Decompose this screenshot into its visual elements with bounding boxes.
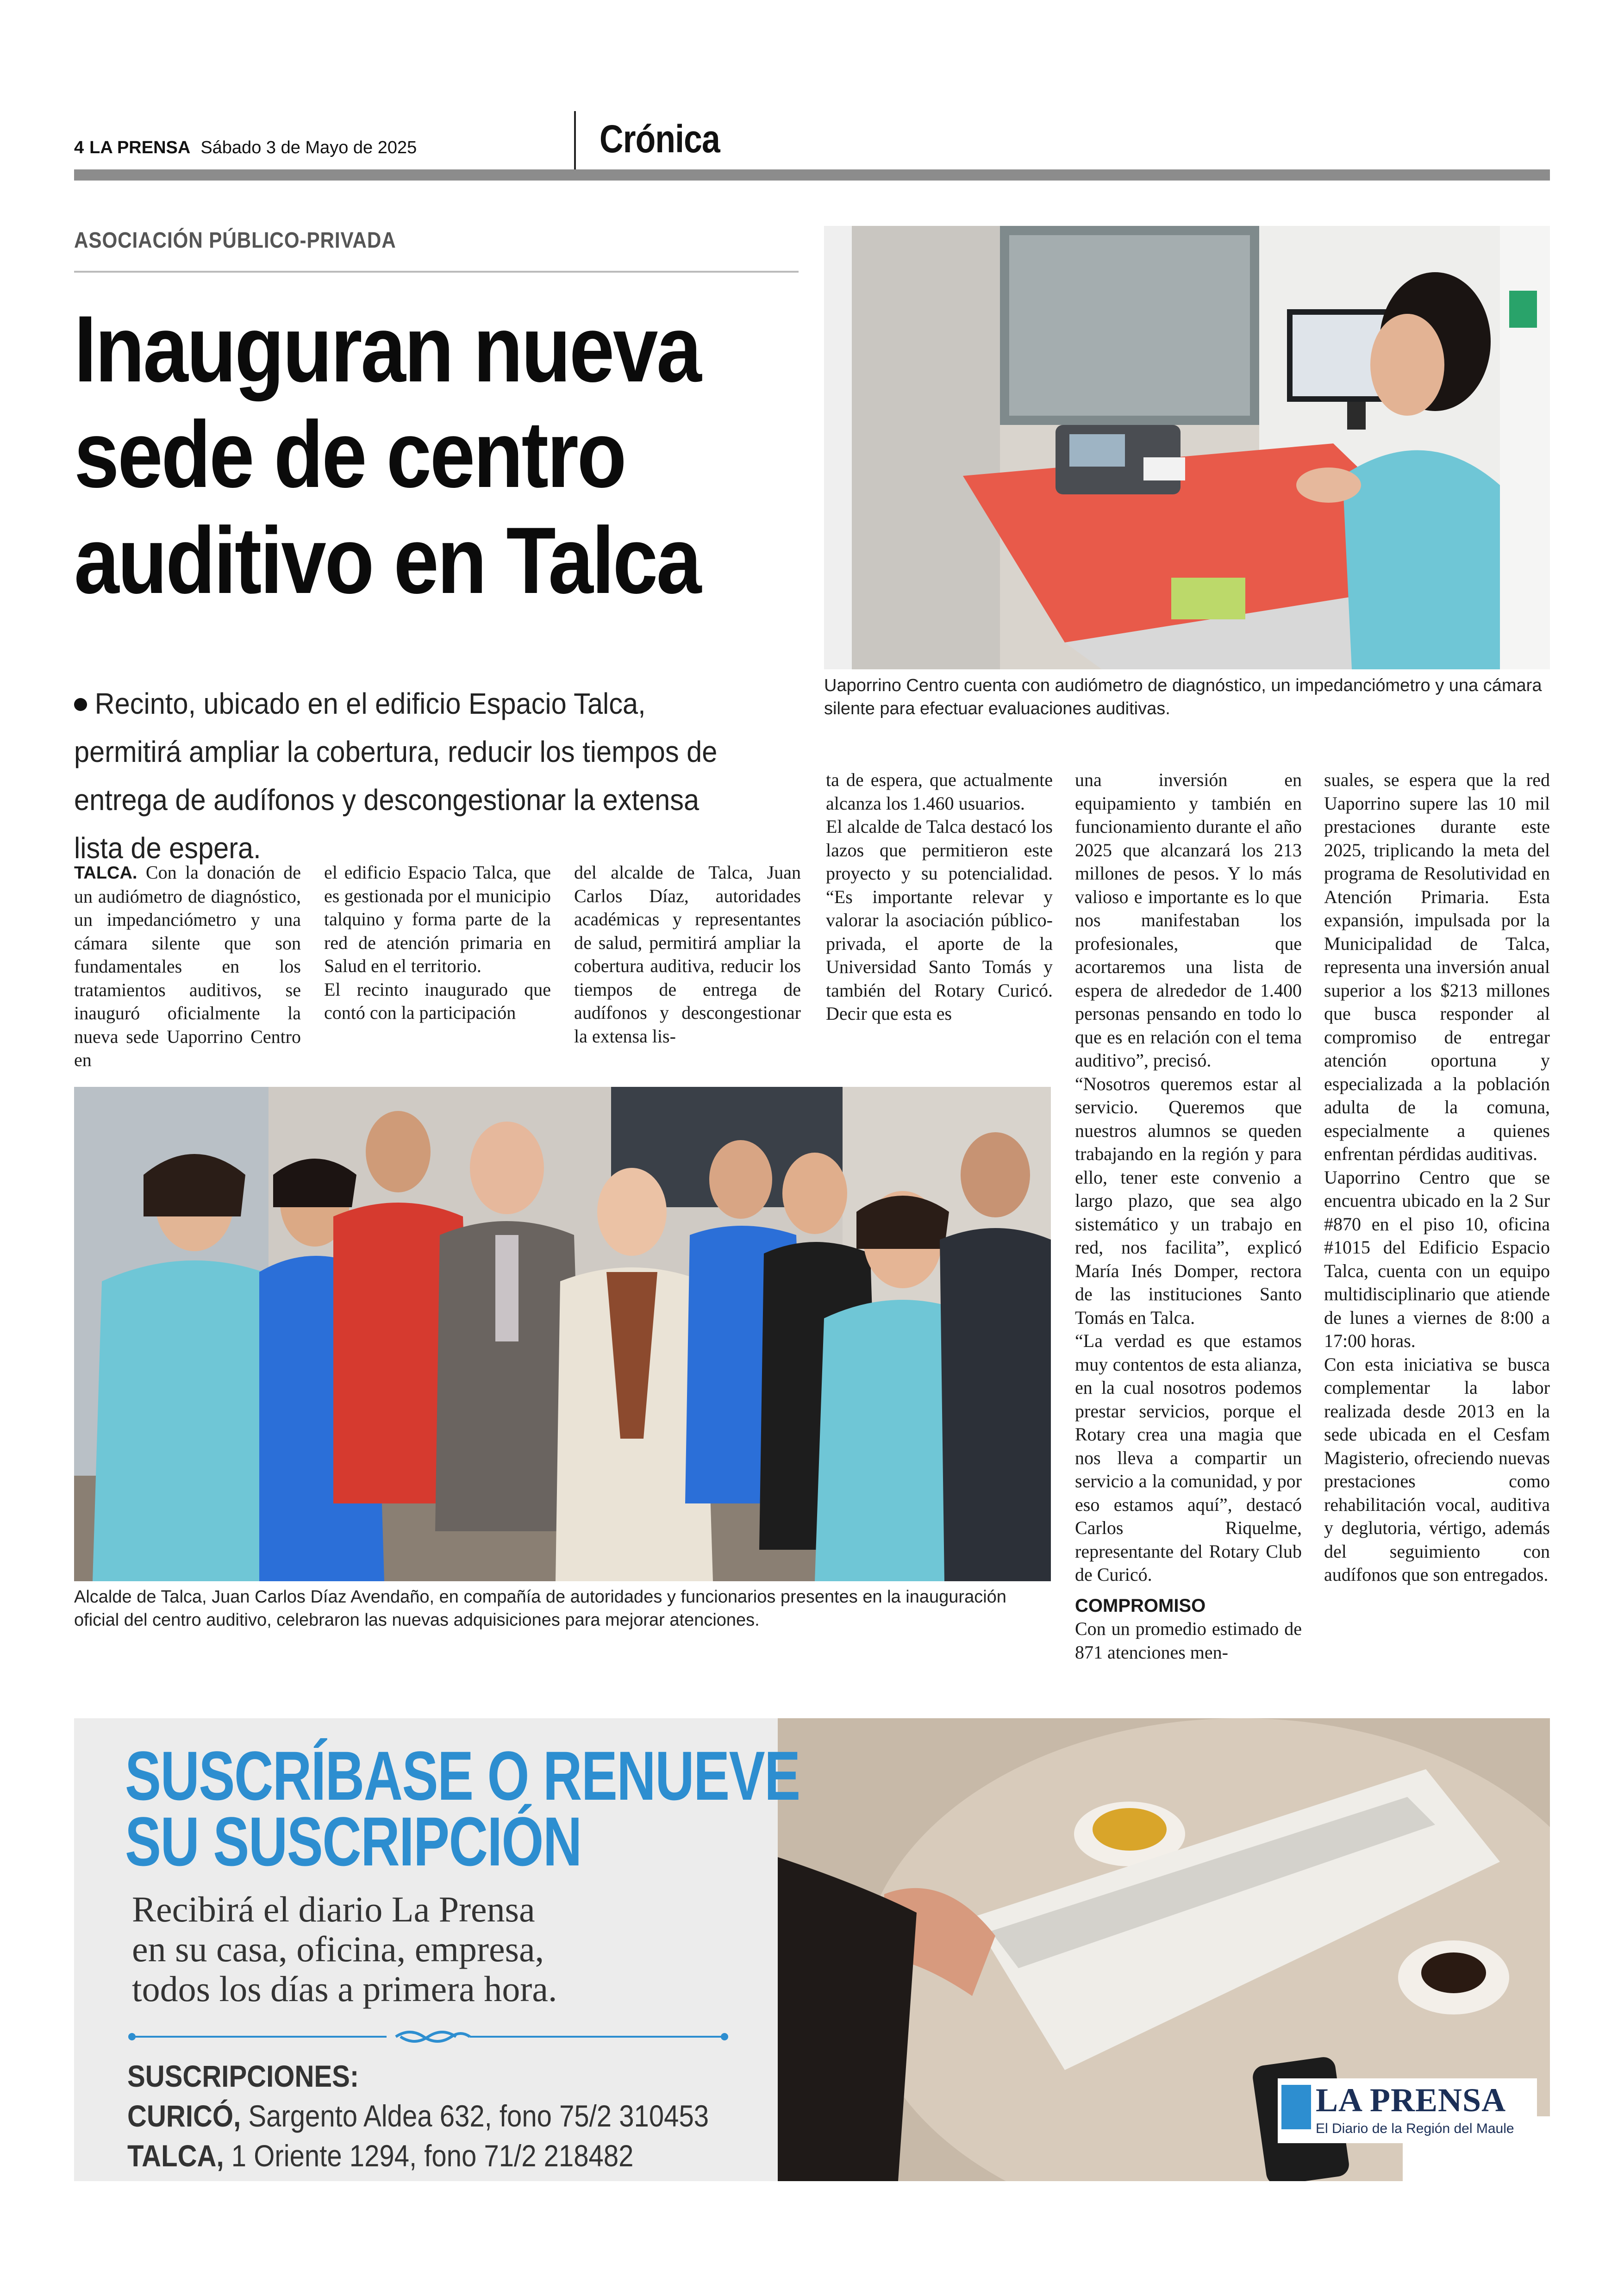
header-bar xyxy=(74,169,1550,181)
kicker-rule xyxy=(74,271,799,273)
logo-tagline: El Diario de la Región del Maule xyxy=(1316,2121,1514,2136)
paragraph: Uaporrino Centro que se encuentra ubicado en la 2 Sur #870 en el piso 10, oficina #1015 del Edificio Espacio Talca, cuenta con un equipo multidisciplinario que atiende de lunes a viernes de 8:00 a 17:00 horas. xyxy=(1324,1166,1550,1351)
ad-body-line: todos los días a primera hora. xyxy=(132,1969,557,2009)
paragraph: Con esta iniciativa se busca complementar la labor realizada desde 2013 en la sede ubicada en el Cesfam Magisterio, ofreciendo nuevas prestaciones como rehabilitación vocal, auditiva y deglutoria, vértigo, además del seguimiento con audífonos que son entregados. xyxy=(1324,1353,1550,1585)
ad-title-1: SUSCRÍBASE O RENUEVE xyxy=(125,1737,800,1815)
address-text: 1 Oriente 1294, fono 71/2 218482 xyxy=(231,2139,634,2173)
ad-body xyxy=(132,1890,780,2009)
column-2 xyxy=(324,861,551,1025)
headline-line: auditivo en Talca xyxy=(74,507,700,613)
top-photo-caption: Uaporrino Centro cuenta con audiómetro de diagnóstico, un impedanciómetro y una cámara silente para efectuar evaluaciones auditivas. xyxy=(824,676,1542,718)
article-headline xyxy=(74,296,719,613)
subs-label-text: SUSCRIPCIONES: xyxy=(127,2059,359,2093)
section-title: Crónica xyxy=(600,117,720,161)
column-4 xyxy=(826,768,1053,1026)
logo-mark-icon xyxy=(1281,2085,1311,2129)
summary-text: Recinto, ubicado en el edificio Espacio Talca, permitirá ampliar la cobertura, reducir los tiempos de entrega de audífonos y descongestionar la extensa lista de espera. xyxy=(74,687,718,865)
ad-title-2: SU SUSCRIPCIÓN xyxy=(125,1802,581,1880)
subscriptions-label xyxy=(127,2056,359,2096)
ornament-divider xyxy=(127,2027,729,2046)
subheading: COMPROMISO xyxy=(1075,1595,1206,1616)
paragraph: del alcalde de Talca, Juan Carlos Díaz, autoridades académicas y representantes de salud, permitirá ampliar la cobertura auditiva, reducir los tiempos de entrega de audífonos y descongestionar la extensa lis- xyxy=(574,862,801,1047)
column-6 xyxy=(1324,768,1550,1587)
paragraph: Con un promedio estimado de 871 atenciones men- xyxy=(1075,1618,1302,1663)
group-photo-caption: Alcalde de Talca, Juan Carlos Díaz Avendaño, en compañía de autoridades y funcionarios presentes en la inauguración oficial del centro auditivo, celebraron las nuevas adquisiciones para mejorar atenciones. xyxy=(74,1587,1006,1630)
group-photo xyxy=(74,1087,1051,1581)
publication-name: LA PRENSA xyxy=(89,138,191,157)
audiometry-photo xyxy=(824,226,1550,669)
paragraph: “Nosotros queremos estar al servicio. Queremos que nuestros alumnos se queden trabajando en la región y para ello, tener este convenio a largo plazo, que sea algo sistemático y un trabajo en red, nos facilita”, explicó María Inés Domper, rectora de las instituciones Santo Tomás en Talca. xyxy=(1075,1073,1302,1328)
article-summary xyxy=(74,680,754,872)
logo-name: LA PRENSA xyxy=(1316,2082,1506,2119)
ornament-icon xyxy=(127,2027,729,2046)
ad-body-line: Recibirá el diario La Prensa xyxy=(132,1889,535,1929)
paragraph: suales, se espera que la red Uaporrino supere las 10 mil prestaciones durante este 2025, triplicando la meta del programa de Resolutividad en Atención Primaria. Esta expansión, impulsada por la Municipalidad de Talca, representa una inversión anual superior a los $213 millones que busca responder al compromiso de entregar atención oportuna y especializada a la población adulta de la comuna, especialmente a quienes enfrentan pérdidas auditivas. xyxy=(1324,769,1550,1164)
column-5 xyxy=(1075,768,1302,1664)
page-header-info xyxy=(74,138,417,158)
article-kicker: ASOCIACIÓN PÚBLICO-PRIVADA xyxy=(74,228,396,253)
paragraph: El alcalde de Talca destacó los lazos que permitieron este proyecto y su potencialidad. “Es importante relevar y valorar la asociación público-privada, el aporte de la Universidad Santo Tomás y también del Rotary Curicó. Decir que esta es xyxy=(826,816,1053,1024)
column-1 xyxy=(74,861,301,1072)
issue-date: Sábado 3 de Mayo de 2025 xyxy=(200,138,417,157)
page-number: 4 xyxy=(74,138,84,157)
group-illustration xyxy=(74,1087,1051,1581)
headline-line: sede de centro xyxy=(74,402,625,508)
header-divider xyxy=(574,111,576,171)
audiometry-illustration xyxy=(824,226,1550,669)
curico-address xyxy=(127,2096,709,2136)
city-name: TALCA, xyxy=(127,2139,224,2173)
la-prensa-logo xyxy=(1278,2078,1537,2143)
talca-address xyxy=(127,2136,633,2176)
paragraph: “La verdad es que estamos muy contentos de esta alianza, en la cual nosotros podemos prestar servicios, porque el Rotary crea una magia que nos lleva a compartir un servicio a la comunidad, y por eso estamos aquí”, destacó Carlos Riquelme, representante del Rotary Club de Curicó. xyxy=(1075,1330,1302,1585)
ad-body-line: en su casa, oficina, empresa, xyxy=(132,1929,544,1969)
paragraph: ta de espera, que actualmente alcanza los 1.460 usuarios. xyxy=(826,769,1053,814)
subscription-ad xyxy=(74,1718,1550,2181)
paragraph: El recinto inaugurado que contó con la participación xyxy=(324,979,551,1023)
address-text: Sargento Aldea 632, fono 75/2 310453 xyxy=(248,2099,709,2133)
headline-line: Inauguran nueva xyxy=(74,296,700,402)
paragraph: el edificio Espacio Talca, que es gestionada por el municipio talquino y forma parte de la red de atención primaria en Salud en el territorio. xyxy=(324,862,551,976)
paragraph: Con la donación de un audiómetro de diagnóstico, un impedanciómetro y una cámara silente que son fundamentales en los tratamientos auditivos, se inauguró oficialmente la nueva sede Uaporrino Centro en xyxy=(74,862,301,1070)
paragraph: una inversión en equipamiento y también en funcionamiento durante el año 2025 que alcanzará los 213 millones de pesos. Y lo más valioso e importante es lo que nos manifestaban los profesionales, que acortaremos una lista de espera de alrededor de 1.400 personas pensando en todo lo que es en relación con el tema auditivo”, precisó. xyxy=(1075,769,1302,1071)
column-3 xyxy=(574,861,801,1048)
city-name: CURICÓ, xyxy=(127,2099,241,2133)
dateline: TALCA. xyxy=(74,863,137,883)
